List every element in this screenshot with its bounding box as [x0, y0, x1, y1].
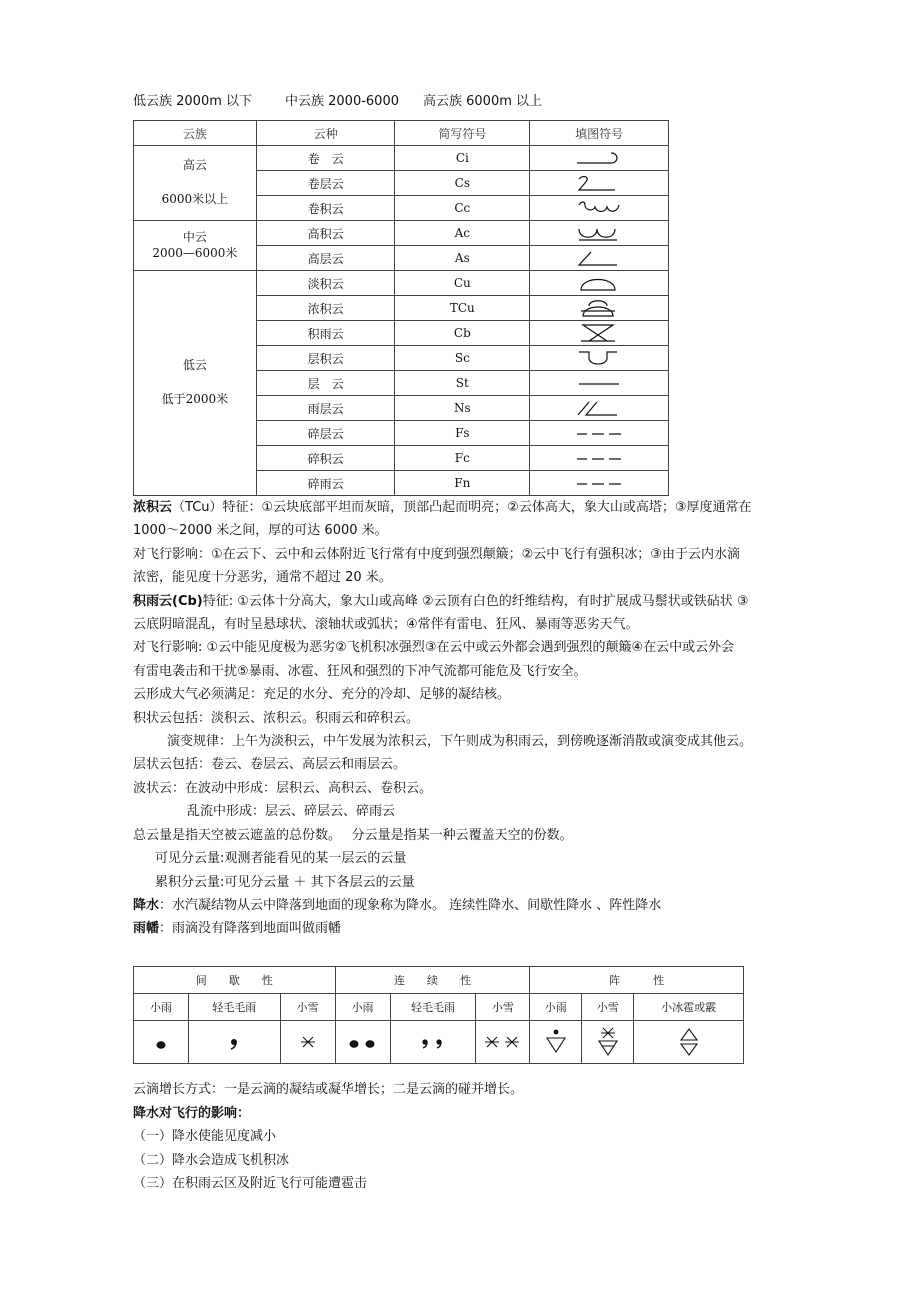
cb-flight-impact-cont: 有雷电袭击和干扰⑤暴雨、冰雹、狂风和强烈的下冲气流都可能危及飞行安全。 — [133, 663, 587, 679]
col-small-hail: 小冰雹或霰 — [634, 994, 744, 1021]
cc-symbol-icon — [575, 199, 623, 217]
species-name: 雨层云 — [256, 396, 395, 421]
low-cloud-height: 低云族 2000m 以下 — [133, 94, 253, 109]
impact-heading: 降水对飞行的影响： — [133, 1105, 251, 1121]
hail-shower-icon — [674, 1026, 704, 1058]
impact-item-1: （一）降水使能见度减小 — [133, 1129, 277, 1144]
cloud-family-heights — [133, 90, 773, 110]
tcu-paragraph-cont: 1000～2000 米之间，厚的可达 6000 米。 — [133, 523, 388, 539]
turbulence-clouds: 乱流中形成：层云、碎层云、碎雨云 — [187, 804, 396, 820]
species-name: 淡积云 — [256, 271, 395, 296]
tcu-flight-impact-cont: 浓密，能见度十分恶劣，通常不超过 20 米。 — [133, 570, 392, 586]
group-continuous: 连 续 性 — [335, 967, 530, 994]
snow-shower-icon — [593, 1026, 623, 1058]
species-name: 层积云 — [256, 346, 395, 371]
group-range: 6000米以上 — [161, 192, 229, 206]
group-name: 低云 — [182, 358, 207, 373]
cs-symbol-icon — [575, 174, 623, 192]
species-abbr: As — [395, 246, 530, 271]
impact-item-2: （二）降水会造成飞机积冰 — [133, 1152, 290, 1168]
table-header-row — [134, 121, 669, 146]
tcu-title: 浓积云 — [133, 500, 173, 515]
rain-dot-icon — [146, 1030, 176, 1054]
species-abbr: Ci — [395, 146, 530, 171]
table-row — [134, 271, 669, 296]
tcu-flight-impact: 对飞行影响：①在云下、云中和云体附近飞行常有中度到强烈颠簸；②云中飞行有强积冰；③由于云内水滴 — [133, 546, 740, 562]
species-abbr: Fs — [395, 421, 530, 446]
col-light-snow: 小雪 — [582, 994, 634, 1021]
group-name: 高云 — [182, 158, 207, 173]
st-symbol-icon — [575, 374, 623, 392]
col-light-drizzle: 轻毛毛雨 — [390, 994, 476, 1021]
wave-clouds: 波状云：在波动中形成：层积云、高积云、卷积云。 — [133, 780, 433, 796]
col-light-rain: 小雨 — [134, 994, 189, 1021]
header-family: 云族 — [134, 121, 257, 146]
sc-symbol-icon — [575, 348, 623, 368]
fc-symbol-icon — [575, 449, 623, 467]
cumulative-cloud-cover: 累积分云量:可见分云量 ＋ 其下各层云的云量 — [155, 874, 415, 890]
species-name: 层 云 — [256, 371, 395, 396]
species-abbr: Sc — [395, 346, 530, 371]
virga-title: 雨幡 — [133, 921, 160, 937]
col-light-snow: 小雪 — [476, 994, 530, 1021]
fs-symbol-icon — [575, 424, 623, 442]
double-rain-dot-icon — [343, 1030, 383, 1054]
species-name: 碎积云 — [256, 446, 395, 471]
table-row — [134, 221, 669, 246]
double-drizzle-comma-icon — [413, 1030, 453, 1054]
species-abbr: Cb — [395, 321, 530, 346]
species-name: 浓积云 — [256, 296, 395, 321]
species-abbr: Fn — [395, 471, 530, 496]
species-name: 碎层云 — [256, 421, 395, 446]
tcu-symbol-icon — [575, 298, 623, 318]
cb-symbol-icon — [575, 323, 623, 343]
droplet-growth: 云滴增长方式：一是云滴的凝结或凝华增长；二是云滴的碰并增长。 — [133, 1082, 524, 1097]
evolution-rule: 演变规律：上午为淡积云，中午发展为浓积云，下午则成为积雨云，到傍晚逐渐消散或演变成其他云。 — [167, 734, 753, 750]
cb-text: 特征: ①云体十分高大，象大山或高峰 ②云顶有白色的纤维结构，有时扩展成马鬃状或铁砧状 ③ — [202, 593, 749, 609]
species-abbr: St — [395, 371, 530, 396]
species-name: 积雨云 — [256, 321, 395, 346]
snow-star-icon — [293, 1030, 323, 1054]
mid-cloud-height: 中云族 2000-6000 — [285, 94, 399, 109]
header-abbr: 简写符号 — [395, 121, 530, 146]
as-symbol-icon — [575, 249, 623, 267]
precip-column-row — [134, 994, 744, 1021]
cb-paragraph — [133, 590, 773, 613]
precipitation-definition — [133, 894, 773, 917]
visible-cloud-cover: 可见分云量:观测者能看见的某一层云的云量 — [155, 851, 407, 867]
species-abbr: TCu — [395, 296, 530, 321]
ci-symbol-icon — [575, 149, 623, 167]
cb-flight-impact: 对飞行影响: ①云中能见度极为恶劣②飞机积冰强烈③在云中或云外都会遇到强烈的颠簸④在云中或云外会 — [133, 640, 735, 656]
group-name: 中云 — [182, 229, 207, 244]
group-showery: 阵 性 — [530, 967, 744, 994]
impact-item-3: （三）在积雨云区及附近飞行可能遭雹击 — [133, 1176, 368, 1191]
species-abbr: Fc — [395, 446, 530, 471]
species-abbr: Ns — [395, 396, 530, 421]
group-mid — [134, 221, 257, 271]
precip-symbol-row — [134, 1021, 744, 1064]
species-name: 卷 云 — [256, 146, 395, 171]
group-low — [134, 271, 257, 496]
precip-text: ：水汽凝结物从云中降落到地面的现象称为降水。 连续性降水、间歇性降水 、阵性降水 — [159, 897, 662, 913]
virga-definition — [133, 917, 773, 940]
col-light-drizzle: 轻毛毛雨 — [188, 994, 280, 1021]
species-name: 卷积云 — [256, 196, 395, 221]
species-abbr: Ac — [395, 221, 530, 246]
species-name: 碎雨云 — [256, 471, 395, 496]
ns-symbol-icon — [575, 399, 623, 417]
tcu-text: （TCu）特征：①云块底部平坦而灰暗，顶部凸起而明亮；②云体高大，象大山或高塔；③厚度通常在 — [172, 500, 752, 515]
virga-text: ：雨滴没有降落到地面叫做雨幡 — [159, 921, 342, 937]
species-abbr: Cs — [395, 171, 530, 196]
precip-group-row — [134, 967, 744, 994]
group-intermittent: 间 歇 性 — [134, 967, 336, 994]
table-row — [134, 146, 669, 171]
ac-symbol-icon — [575, 224, 623, 242]
precipitation-impact-text — [133, 1078, 773, 1196]
fn-symbol-icon — [575, 474, 623, 492]
precipitation-symbol-table — [133, 966, 744, 1064]
rain-shower-icon — [541, 1027, 571, 1057]
high-cloud-height: 高云族 6000m 以上 — [423, 94, 543, 109]
cloud-description-text — [133, 496, 773, 941]
species-abbr: Cc — [395, 196, 530, 221]
species-name: 卷层云 — [256, 171, 395, 196]
group-range: 2000—6000米 — [152, 245, 238, 260]
header-symbol: 填图符号 — [530, 121, 669, 146]
species-name: 高层云 — [256, 246, 395, 271]
precip-title: 降水 — [133, 897, 160, 913]
species-abbr: Cu — [395, 271, 530, 296]
cloud-classification-table — [133, 120, 669, 496]
cb-title: 积雨云(Cb) — [133, 593, 203, 609]
cloud-formation: 云形成大气必须满足：充足的水分、充分的冷却、足够的凝结核。 — [133, 687, 511, 703]
cb-paragraph-cont: 云底阴暗混乱，有时呈悬球状、滚轴状或弧状；④常伴有雷电、狂风、暴雨等恶劣天气。 — [133, 617, 639, 633]
double-snow-star-icon — [481, 1030, 525, 1054]
drizzle-comma-icon — [219, 1030, 249, 1054]
header-species: 云种 — [256, 121, 395, 146]
group-high — [134, 146, 257, 221]
cumuliform-clouds: 积状云包括：淡积云、浓积云。积雨云和碎积云。 — [133, 710, 420, 726]
species-name: 高积云 — [256, 221, 395, 246]
cu-symbol-icon — [575, 274, 623, 292]
col-light-rain: 小雨 — [335, 994, 390, 1021]
cloud-cover: 总云量是指天空被云遮盖的总份数。 分云量是指某一种云覆盖天空的份数。 — [133, 827, 573, 843]
stratiform-clouds: 层状云包括：卷云、卷层云、高层云和雨层云。 — [133, 757, 407, 773]
group-range: 低于2000米 — [161, 392, 229, 406]
tcu-paragraph — [133, 496, 773, 519]
col-light-snow: 小雪 — [280, 994, 335, 1021]
col-light-rain: 小雨 — [530, 994, 582, 1021]
